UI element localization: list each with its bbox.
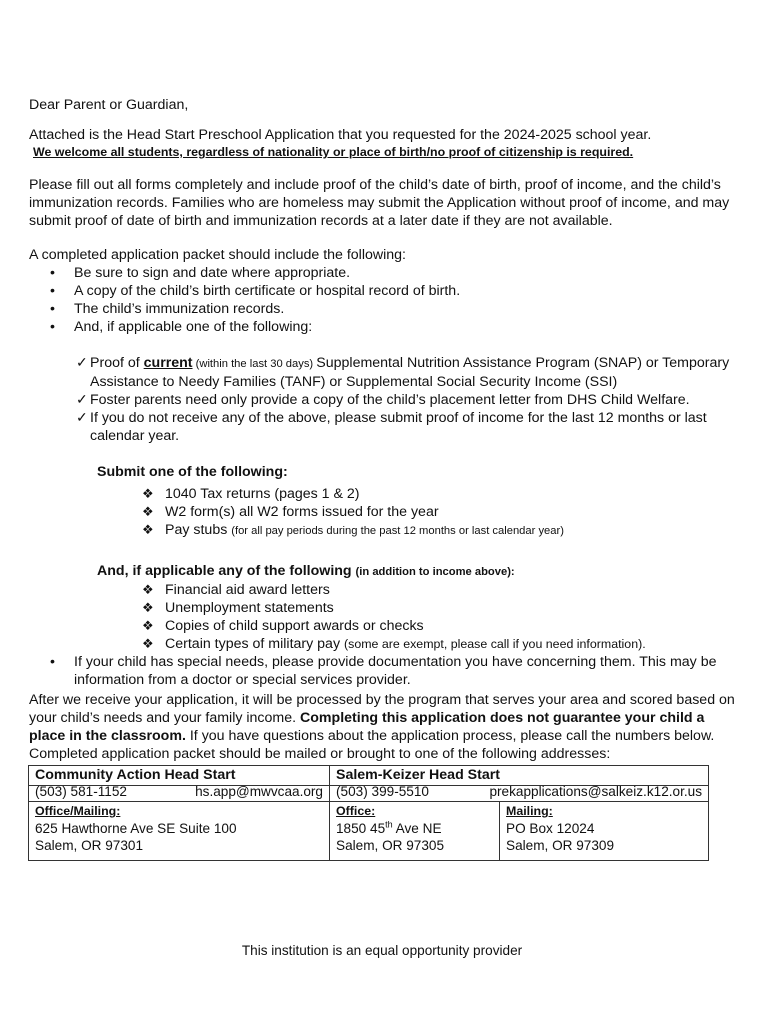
list-item: • And, if applicable one of the following:: [50, 319, 313, 335]
bullet-icon: •: [50, 301, 55, 317]
bullet-icon: •: [50, 654, 55, 670]
list-item: ❖ 1040 Tax returns (pages 1 & 2): [142, 486, 360, 502]
org1-phone: (503) 581-1152: [35, 784, 127, 799]
office-mailing-label: Office/Mailing:: [35, 804, 121, 818]
mailing-address-cell: [500, 802, 709, 861]
list-item: ✓ If you do not receive any of the above, please submit proof of income for the last 12 months or last calendar year.: [76, 410, 707, 444]
office-address-line1: 1850 45th Ave NE: [336, 819, 442, 836]
list-item: ✓ Proof of current (within the last 30 days) Supplemental Nutrition Assistance Program (SNAP) or Temporary Assistance to Needy Families (TANF) or Supplemental Social Security Income (SSI): [76, 355, 730, 390]
greeting: Dear Parent or Guardian,: [29, 97, 189, 113]
org2-phone: (503) 399-5510: [336, 784, 429, 799]
list-item: • A copy of the child’s birth certificate or hospital record of birth.: [50, 283, 461, 299]
additional-docs-list: [29, 581, 741, 653]
instructions-text: Please fill out all forms completely and include proof of the child’s date of birth, proof of income, and the child’s immunization records. Families who are homeless may submit the Application without proof of income, and may submit proof of date of birth and immunization records at a later date if they are not available.: [29, 177, 730, 229]
org1-address-line2: Salem, OR 97301: [35, 838, 144, 853]
diamond-bullet-icon: ❖: [142, 522, 154, 537]
diamond-bullet-icon: ❖: [142, 600, 154, 615]
income-proof-list: [29, 354, 741, 445]
list-item: ❖ Pay stubs (for all pay periods during the past 12 months or last calendar year): [142, 522, 564, 538]
process-text: After we receive your application, it will be processed by the program that serves your area and scored based on your child’s needs and your family income. Completing this application does not guarantee your child a place in the classroom. If you have questions about the application process, please call the numbers below. Completed application packet should be mailed or brought to one of the following addresses:: [29, 692, 735, 762]
office-address-line2: Salem, OR 97305: [336, 838, 445, 853]
bullet-icon: •: [50, 265, 55, 281]
mailing-address-line1: PO Box 12024: [506, 821, 595, 836]
org2-contact-cell: [330, 786, 709, 802]
list-item: ❖ Certain types of military pay (some are exempt, please call if you need information).: [142, 636, 646, 652]
bullet-icon: •: [50, 283, 55, 299]
diamond-bullet-icon: ❖: [142, 618, 154, 633]
address-table: [28, 765, 709, 861]
org1-contact-cell: [29, 786, 330, 802]
list-item: ❖ W2 form(s) all W2 forms issued for the year: [142, 504, 439, 520]
checkmark-icon: ✓: [76, 355, 88, 371]
org2-name: Salem-Keizer Head Start: [336, 767, 501, 783]
packet-intro: A completed application packet should include the following:: [29, 247, 407, 263]
bullet-icon: •: [50, 319, 55, 335]
intro-text: Attached is the Head Start Preschool Application that you requested for the 2024-2025 school year.: [29, 127, 652, 143]
org2-email: prekapplications@salkeiz.k12.or.us: [489, 784, 702, 799]
checkmark-icon: ✓: [76, 392, 88, 408]
org1-address-cell: [29, 802, 330, 861]
welcome-statement: We welcome all students, regardless of nationality or place of birth/no proof of citizenship is required.: [33, 145, 634, 159]
org1-name: Community Action Head Start: [35, 767, 236, 783]
list-item: ❖ Copies of child support awards or checks: [142, 618, 424, 634]
mailing-address-line2: Salem, OR 97309: [506, 838, 615, 853]
office-address-cell: [330, 802, 500, 861]
org1-email: hs.app@mwvcaa.org: [195, 784, 323, 799]
list-item: • The child’s immunization records.: [50, 301, 285, 317]
list-item: ✓ Foster parents need only provide a copy of the child’s placement letter from DHS Child Welfare.: [76, 392, 690, 408]
letter-body: [29, 96, 741, 861]
diamond-bullet-icon: ❖: [142, 582, 154, 597]
footer-statement: This institution is an equal opportunity provider: [241, 943, 523, 958]
office-label: Office:: [336, 804, 376, 818]
packet-list: [29, 264, 741, 336]
diamond-bullet-icon: ❖: [142, 486, 154, 501]
list-item: ❖ Financial aid award letters: [142, 582, 330, 598]
submit-heading: Submit one of the following:: [97, 464, 288, 480]
org1-address-line1: 625 Hawthorne Ave SE Suite 100: [35, 821, 237, 836]
diamond-bullet-icon: ❖: [142, 504, 154, 519]
mailing-label: Mailing:: [506, 804, 553, 818]
list-item: • Be sure to sign and date where appropriate.: [50, 265, 351, 281]
checkmark-icon: ✓: [76, 410, 88, 426]
list-item: ❖ Unemployment statements: [142, 600, 334, 616]
and-heading: And, if applicable any of the following (in addition to income above):: [97, 563, 515, 579]
submit-list: [29, 485, 741, 540]
diamond-bullet-icon: ❖: [142, 636, 154, 651]
list-item: • If your child has special needs, please provide documentation you have concerning them. This may be information from a doctor or special services provider.: [50, 654, 717, 688]
special-needs-list: [29, 653, 741, 689]
